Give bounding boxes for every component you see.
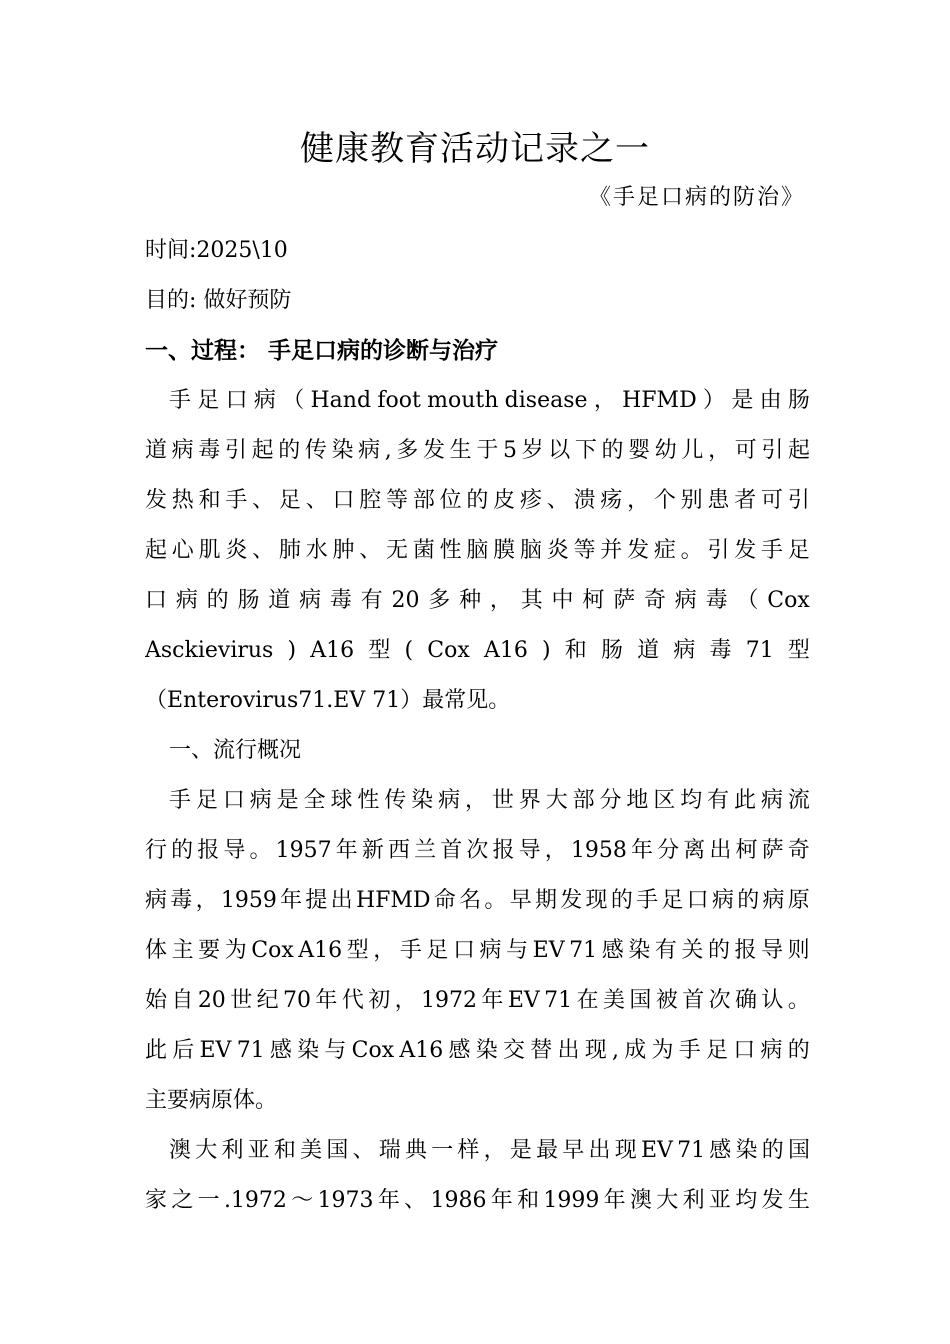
text-line: 口 病 的 肠 道 病 毒 有 20 多 种 ， 其 中 柯 萨 奇 病 毒 （ Cox [145,588,810,613]
purpose-line: 目的: 做好预防 [145,288,292,313]
time-line: 时间:2025\10 [145,238,288,263]
subheading-epidemiology: 一、流行概况 [169,738,302,763]
text-line: 主要病原体。 [145,1088,278,1113]
text-line: 道 病 毒 引 起 的 传 染 病 , 多 发 生 于 5 岁 以 下 的 婴 幼 儿 ， 可 引 起 [145,438,810,463]
section-heading: 一、过程： 手足口病的诊断与治疗 [145,338,499,364]
document-subtitle: 《手足口病的防治》 [588,185,805,210]
text-line: 起 心 肌 炎 、 肺 水 肿 、 无 菌 性 脑 膜 脑 炎 等 并 发 症 。 引 发 手 足 [145,538,810,563]
text-line: （Enterovirus71.EV 71）最常见。 [145,688,511,713]
document-title: 健康教育活动记录之一 [300,129,650,169]
text-line: 手 足 口 病 是 全 球 性 传 染 病 ， 世 界 大 部 分 地 区 均 有 此 病 流 [169,788,810,813]
paragraph-hfmd-intro [145,376,810,726]
text-line: 发 热 和 手 、 足 、 口 腔 等 部 位 的 皮 疹 、 溃 疡 ， 个 别 患 者 可 引 [145,488,810,513]
paragraph-australia [145,1126,810,1226]
text-line: 此 后 EV 71 感 染 与 Cox A16 感 染 交 替 出 现 , 成 为 手 足 口 病 的 [145,1038,810,1063]
text-line: 行 的 报 导 。 1957 年 新 西 兰 首 次 报 导 ， 1958 年 分 离 出 柯 萨 奇 [145,838,810,863]
text-line: 手 足 口 病 （ Hand foot mouth disease ， HFMD ） 是 由 肠 [169,388,810,413]
text-line: 始 自 20 世 纪 70 年 代 初 ， 1972 年 EV 71 在 美 国 被 首 次 确 认 。 [145,988,810,1013]
text-line: 体 主 要 为 Cox A16 型 ， 手 足 口 病 与 EV 71 感 染 有 关 的 报 导 则 [145,938,810,963]
text-line: 澳 大 利 亚 和 美 国 、 瑞 典 一 样 ， 是 最 早 出 现 EV 71 感 染 的 国 [169,1138,810,1163]
text-line: Asckievirus ) A16 型 ( Cox A16 ) 和 肠 道 病 毒 71 型 [145,638,810,663]
document-body [145,226,810,1226]
paragraph-epidemiology [145,776,810,1126]
text-line: 病 毒 ， 1959 年 提 出 HFMD 命 名 。 早 期 发 现 的 手 足 口 病 的 病 原 [145,888,810,913]
text-line: 家 之 一 .1972 ～ 1973 年 、 1986 年 和 1999 年 澳 大 利 亚 均 发 生 [145,1188,810,1213]
